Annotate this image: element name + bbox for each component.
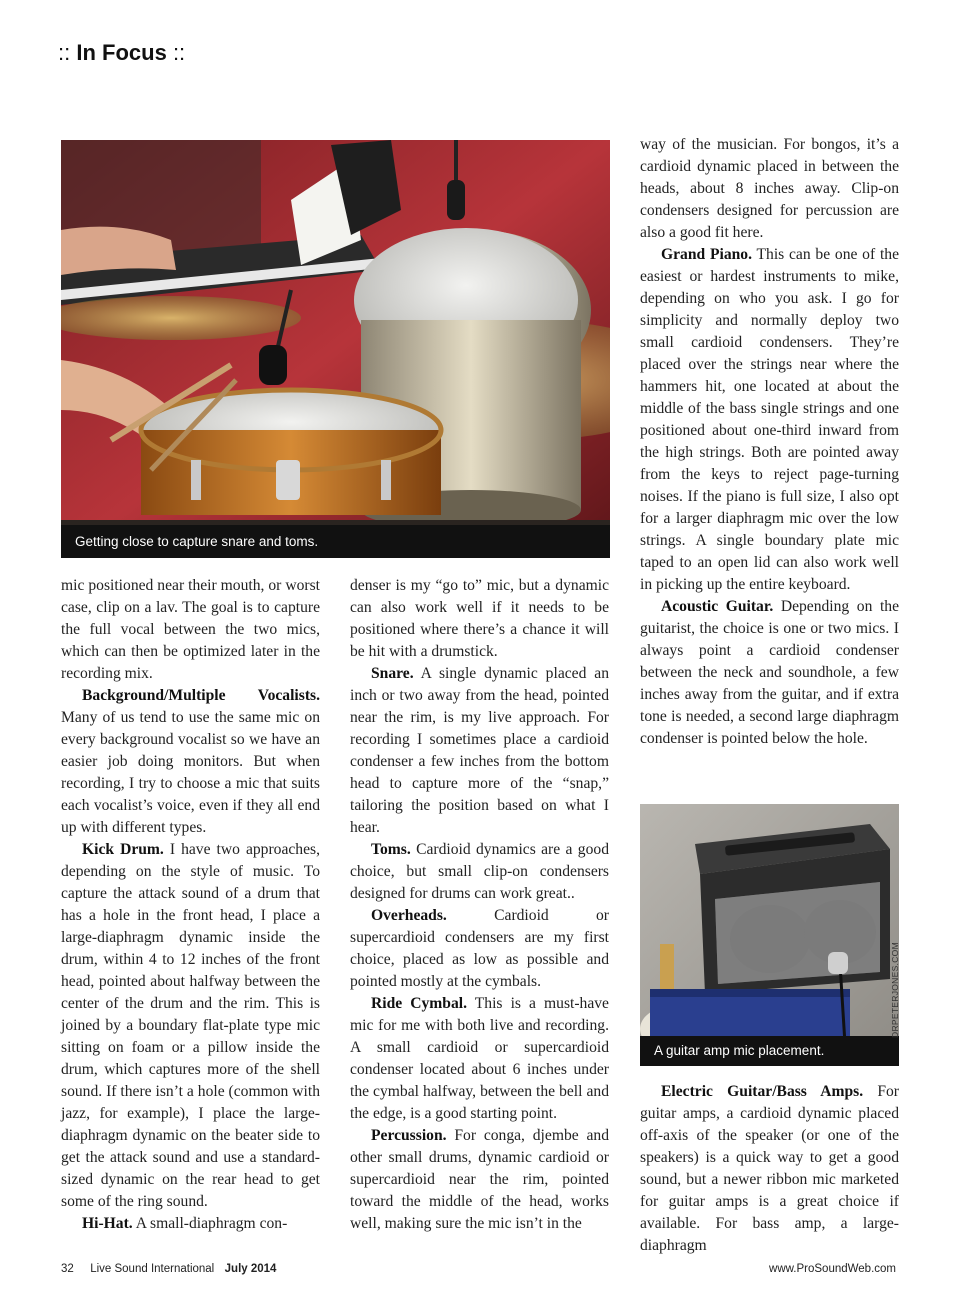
column-3-paragraph-grand-piano (640, 244, 899, 596)
grand-piano-heading: Grand Piano. (661, 246, 752, 263)
acoustic-guitar-heading: Acoustic Guitar. (661, 598, 774, 615)
background-vocalists-text: Many of us tend to use the same mic on every background vocalist so we have an easier job doing monitors. But when recording, I try to choose a mic that suits each vocalist’s voice, even if they all end up with different types. (61, 709, 320, 836)
column-1-paragraph-background-vocalists (61, 685, 320, 839)
column-2-paragraph-ride-cymbal (350, 993, 609, 1125)
column-3-paragraph-0-text: way of the musician. For bongos, it’s a cardioid dynamic placed in between the heads, about 8 inches away. Clip-on condensers designed for percussion are also a good fit here. (640, 136, 899, 241)
text-column-3-upper (640, 134, 899, 750)
column-3-paragraph-acoustic-guitar (640, 596, 899, 750)
hi-hat-heading: Hi-Hat. (82, 1215, 133, 1232)
toms-heading: Toms. (371, 841, 411, 858)
website-url: www.ProSoundWeb.com (769, 1263, 896, 1275)
drum-kit-photo-caption-text: Getting close to capture snare and toms. (75, 534, 319, 549)
drum-kit-photo-caption (61, 525, 610, 558)
column-1-paragraph-kick-drum (61, 839, 320, 1213)
text-column-2 (350, 575, 609, 1235)
column-1-paragraph-hi-hat (61, 1213, 320, 1235)
guitar-amp-photo-caption (640, 1036, 899, 1066)
guitar-amp-photo-caption-text: A guitar amp mic placement. (654, 1043, 825, 1058)
column-3-paragraph-0 (640, 134, 899, 244)
section-header-colons-right: :: (172, 40, 186, 65)
snare-heading: Snare. (371, 665, 414, 682)
issue-date: July 2014 (224, 1263, 277, 1275)
electric-guitar-text: For guitar amps, a cardioid dynamic placed off-axis of the speaker (or one of the speakers) is a quick way to get a good sound, but a newer ribbon mic marketed for guitar amps is a great choice if available. For bass amp, a large-diaphragm (640, 1083, 900, 1254)
column-2-paragraph-snare (350, 663, 609, 839)
column-2-paragraph-0 (350, 575, 609, 663)
column-2-paragraph-0-text: denser is my “go to” mic, but a dynamic can also work well if it needs to be positioned where there’s a chance it will be hit with a drumstick. (350, 577, 609, 660)
hi-hat-text: A small-diaphragm con- (132, 1215, 288, 1232)
column-1-paragraph-0-text: mic positioned near their mouth, or worst case, clip on a lav. The goal is to capture the full vocal between the two mics, which can then be optimized later in the recording mix. (61, 577, 320, 682)
page-number: 32 (61, 1263, 74, 1275)
text-column-3-lower (640, 1081, 899, 1257)
percussion-heading: Percussion. (371, 1127, 447, 1144)
guitar-amp-illustration (640, 804, 899, 1066)
column-3-paragraph-electric-guitar (640, 1081, 899, 1257)
text-column-1 (61, 575, 320, 1235)
footer-left (61, 1263, 276, 1275)
electric-guitar-heading: Electric Guitar/Bass Amps. (661, 1083, 864, 1100)
column-1-paragraph-0 (61, 575, 320, 685)
overheads-text: Cardioid or supercardioid condensers are my first choice, placed as low as possible and pointed mostly at the cymbals. (350, 907, 609, 990)
column-2-paragraph-toms (350, 839, 609, 905)
grand-piano-text: This can be one of the easiest or hardest instruments to mike, depending on who you ask. I go for simplicity and normally deploy two small cardioid condensers. They’re placed over the strings near where the hammers hit, one located at about the middle of the bass single strings and one positioned about one-third inward from the high strings. Both are pointed away from the keys to reject page-turning noises. If the piano is full size, I also opt for a larger diaphragm mic over the low strings. A single boundary plate mic taped to an open lid can also work well in picking up the entire keyboard. (640, 246, 899, 593)
publication-name: Live Sound International (90, 1263, 215, 1275)
overheads-heading: Overheads. (371, 907, 447, 924)
kick-drum-text: I have two approaches, depending on the style of music. To capture the attack sound of a drum that has a hole in the front head, I place a large-diaphragm dynamic inside the drum, within 4 to 12 inches of the front head, pointed about halfway between the center of the drum and the rim. This is joined by a boundary flat-plate type mic sitting on foam or a pillow inside the drum, which captures more of the shell sound. If there isn’t a hole (common with jazz, for example), I place the large-diaphragm dynamic on the beater side to get the attack sound and use a standard-sized dynamic on the rear head to get some of the ring sound. (61, 841, 320, 1210)
ride-cymbal-text: This is a must-have mic for me with both live and recording. A small cardioid or supercardioid condenser located about 6 inches under the cymbal halfway, between the bell and the edge, is a good starting point. (350, 995, 609, 1122)
section-header-colons-left: :: (58, 40, 71, 65)
drum-kit-photo (61, 140, 610, 558)
column-2-paragraph-percussion (350, 1125, 609, 1235)
acoustic-guitar-text: Depending on the guitarist, the choice is one or two mics. I always point a cardioid condenser between the neck and soundhole, a few inches away from the guitar, and if extra tone is needed, a second large diaphragm condenser is pointed below the hole. (640, 598, 900, 747)
background-vocalists-heading: Background/Multiple Vocalists. (82, 687, 320, 704)
drum-kit-illustration (61, 140, 610, 558)
percussion-text: For conga, djembe and other small drums, dynamic cardioid or supercardioid near the rim, pointed toward the middle of the head, works well, making sure the mic isn’t in the (350, 1127, 609, 1232)
section-header (58, 40, 185, 66)
column-2-paragraph-overheads (350, 905, 609, 993)
snare-text: A single dynamic placed an inch or two away from the head, pointed near the rim, is my live approach. For recording I sometimes place a cardioid condenser a few inches from the bottom head to capture more of the “snap,” tailoring the position based on what I hear. (350, 665, 609, 836)
photo-credit: DRPETERJONES.COM (890, 942, 900, 1038)
ride-cymbal-heading: Ride Cymbal. (371, 995, 467, 1012)
section-header-title: In Focus (76, 40, 167, 65)
guitar-amp-photo (640, 804, 899, 1066)
kick-drum-heading: Kick Drum. (82, 841, 164, 858)
toms-text: Cardioid dynamics are a good choice, but small clip-on condensers designed for drums can work great.. (350, 841, 609, 902)
